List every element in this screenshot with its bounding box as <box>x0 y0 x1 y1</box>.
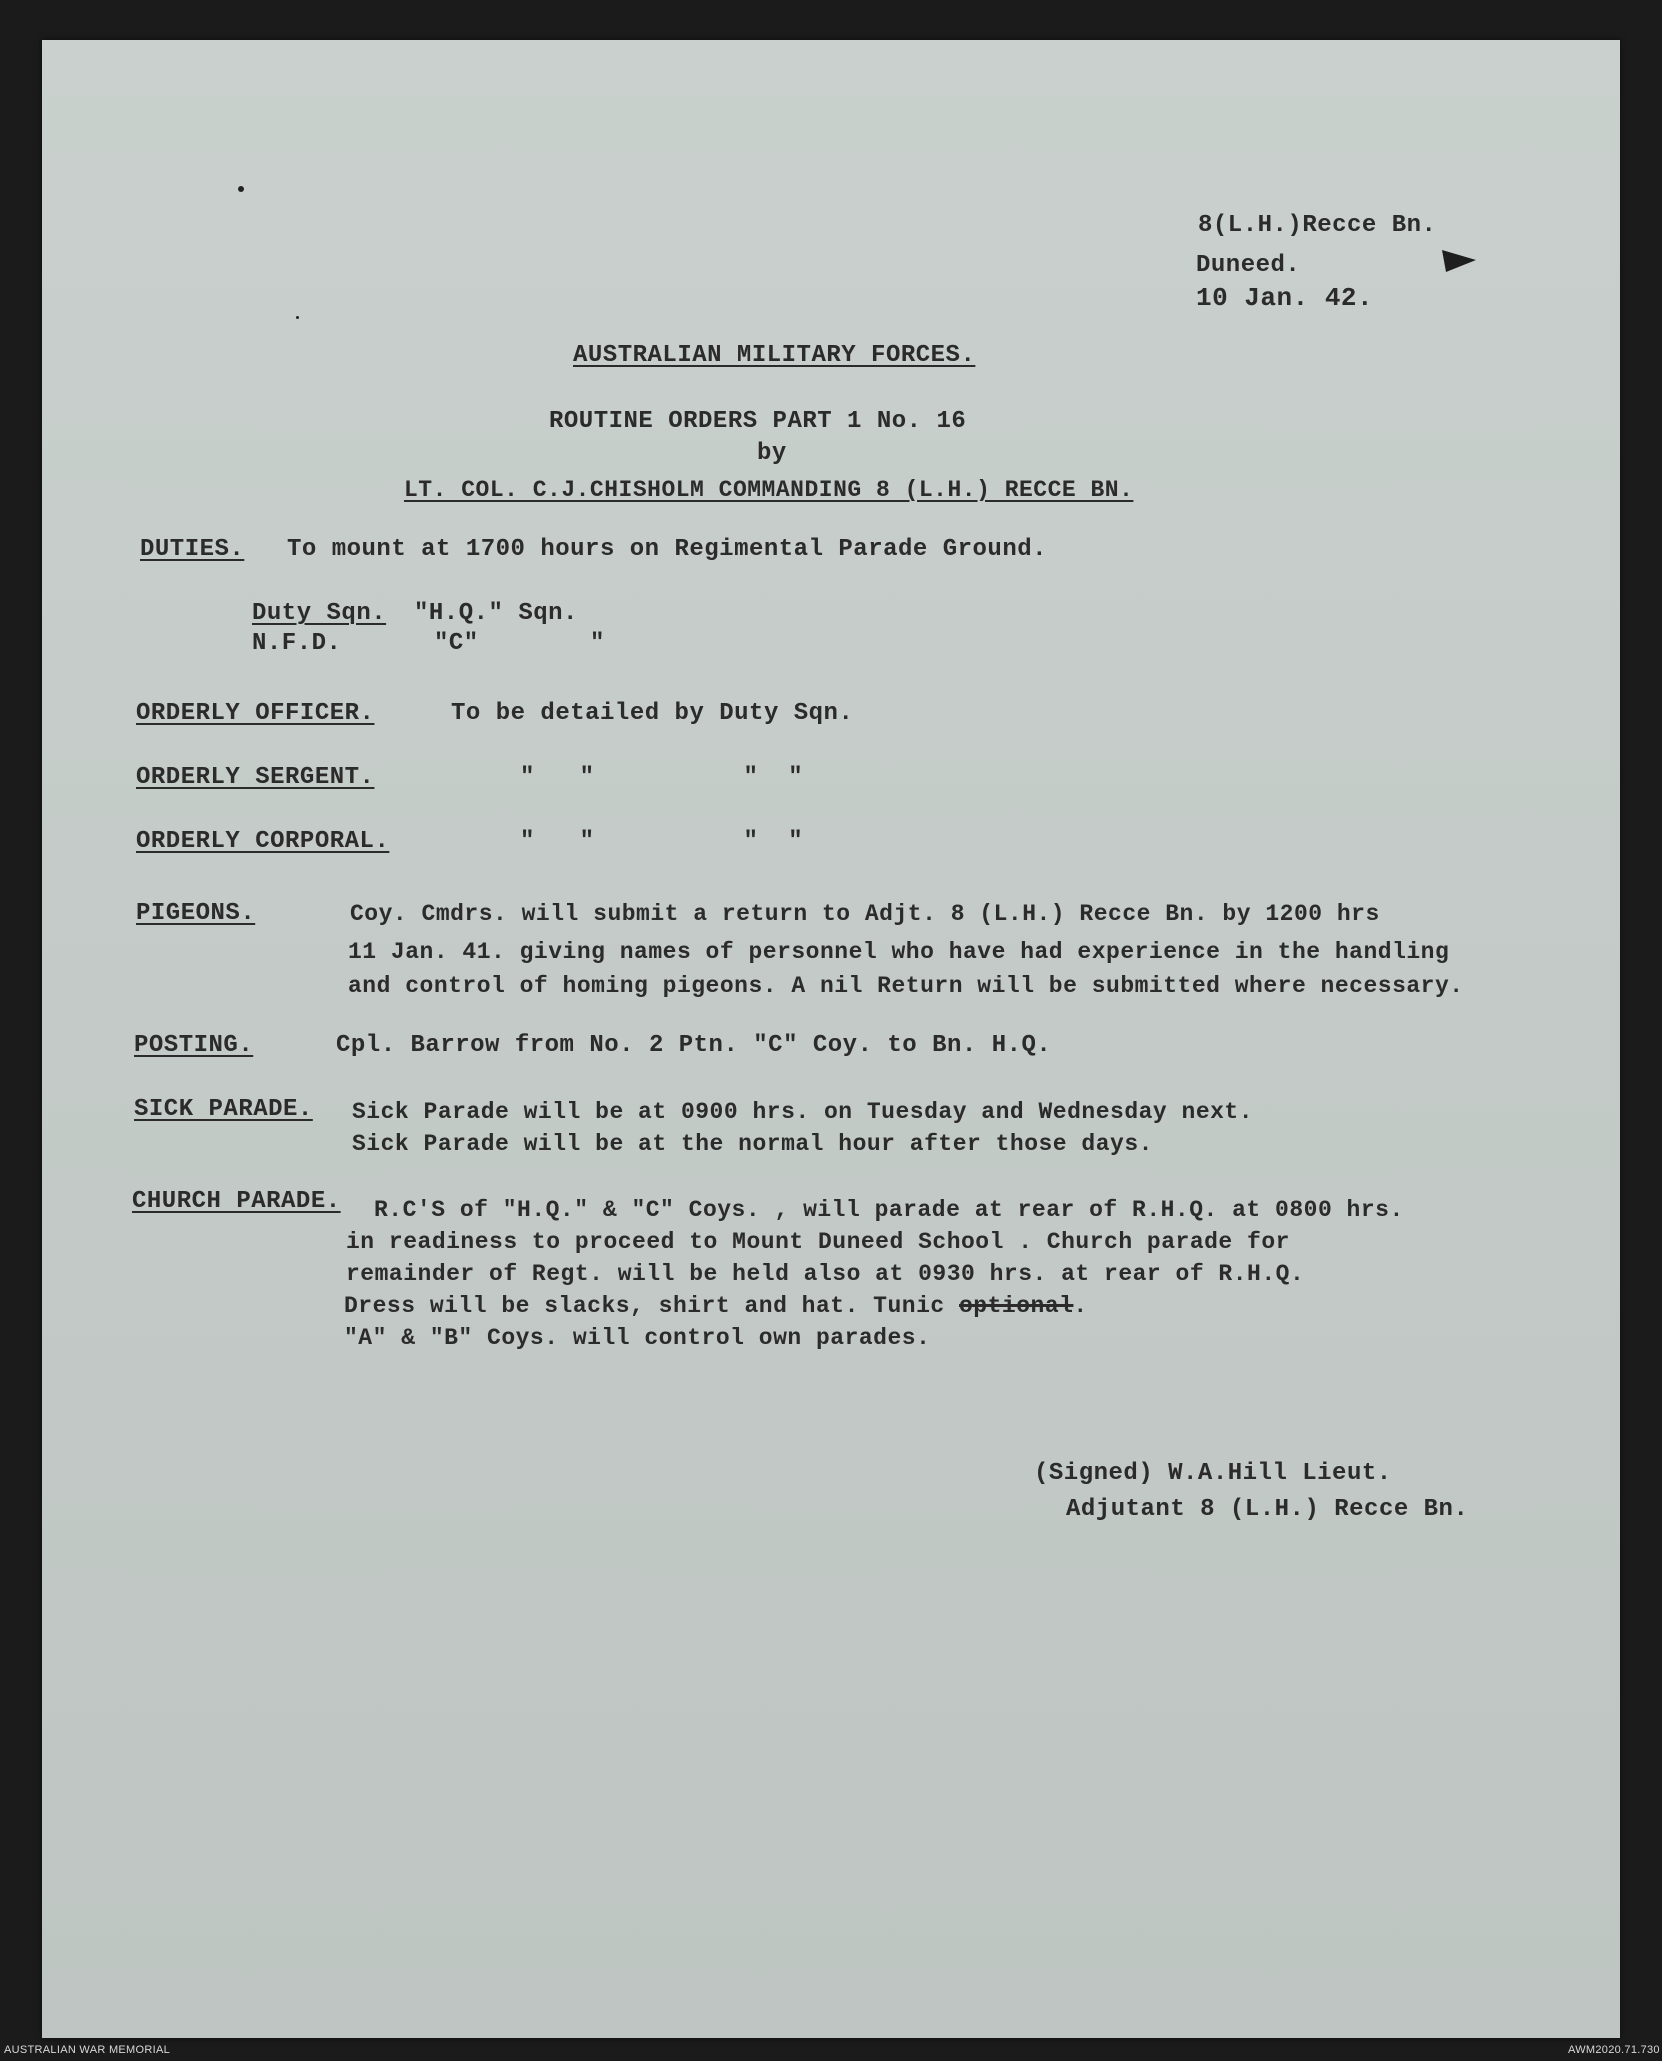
torn-corner-mark <box>1442 246 1478 276</box>
church-parade-line4 <box>344 1290 1088 1322</box>
orders-title: ROUTINE ORDERS PART 1 No. 16 <box>549 408 967 435</box>
pigeons-heading: PIGEONS. <box>136 900 256 927</box>
orderly-officer-text: To be detailed by Duty Sqn. <box>451 700 854 727</box>
signature-line2: Adjutant 8 (L.H.) Recce Bn. <box>1066 1496 1469 1523</box>
orderly-corporal-heading: ORDERLY CORPORAL. <box>136 828 390 855</box>
church-parade-line5: "A" & "B" Coys. will control own parades. <box>344 1325 931 1351</box>
nfd-ditto: " <box>590 630 605 657</box>
nfd-value: "C" <box>434 630 479 657</box>
duties-text: To mount at 1700 hours on Regimental Parade Ground. <box>287 536 1048 563</box>
footer-left: AUSTRALIAN WAR MEMORIAL <box>4 2044 171 2056</box>
forces-title: AUSTRALIAN MILITARY FORCES. <box>573 342 976 369</box>
sick-parade-line1: Sick Parade will be at 0900 hrs. on Tuesday and Wednesday next. <box>352 1099 1254 1125</box>
church-parade-line3: remainder of Regt. will be held also at 0930 hrs. at rear of R.H.Q. <box>346 1261 1305 1287</box>
church-parade-line2: in readiness to proceed to Mount Duneed School . Church parade for <box>346 1229 1290 1255</box>
posting-heading: POSTING. <box>134 1032 254 1059</box>
date-line: 10 Jan. 42. <box>1196 283 1374 313</box>
commander-title: LT. COL. C.J.CHISHOLM COMMANDING 8 (L.H.) RECCE BN. <box>404 477 1134 503</box>
orderly-corporal-ditto: " " " " <box>520 828 804 855</box>
unit-line: 8(L.H.)Recce Bn. <box>1198 212 1437 239</box>
duty-sqn-label: Duty Sqn. <box>252 600 387 627</box>
pigeons-line1: Coy. Cmdrs. will submit a return to Adjt. 8 (L.H.) Recce Bn. by 1200 hrs <box>350 901 1380 927</box>
place-line: Duneed. <box>1196 252 1301 279</box>
church-parade-line1: R.C'S of "H.Q." & "C" Coys. , will parade at rear of R.H.Q. at 0800 hrs. <box>374 1197 1404 1223</box>
pigeons-line2: 11 Jan. 41. giving names of personnel who have had experience in the handling <box>348 939 1450 965</box>
posting-text: Cpl. Barrow from No. 2 Ptn. "C" Coy. to Bn. H.Q. <box>336 1032 1052 1059</box>
dress-text: Dress will be slacks, shirt and hat. Tunic <box>344 1293 959 1319</box>
dress-period: . <box>1073 1293 1088 1319</box>
duty-sqn-value: "H.Q." Sqn. <box>414 600 578 627</box>
duties-heading: DUTIES. <box>140 536 245 563</box>
ink-speck <box>238 186 244 192</box>
orderly-officer-heading: ORDERLY OFFICER. <box>136 700 375 727</box>
orders-by: by <box>757 440 787 467</box>
sick-parade-line2: Sick Parade will be at the normal hour after those days. <box>352 1131 1153 1157</box>
church-parade-heading: CHURCH PARADE. <box>132 1188 341 1215</box>
footer-right: AWM2020.71.730 <box>1568 2044 1660 2056</box>
pigeons-line3: and control of homing pigeons. A nil Return will be submitted where necessary. <box>348 973 1464 999</box>
orderly-sergent-ditto: " " " " <box>520 764 804 791</box>
signature-line1: (Signed) W.A.Hill Lieut. <box>1034 1460 1392 1487</box>
ink-speck <box>296 316 299 319</box>
nfd-label: N.F.D. <box>252 630 342 657</box>
sick-parade-heading: SICK PARADE. <box>134 1096 313 1123</box>
orderly-sergent-heading: ORDERLY SERGENT. <box>136 764 375 791</box>
struck-optional: optional <box>959 1293 1074 1319</box>
